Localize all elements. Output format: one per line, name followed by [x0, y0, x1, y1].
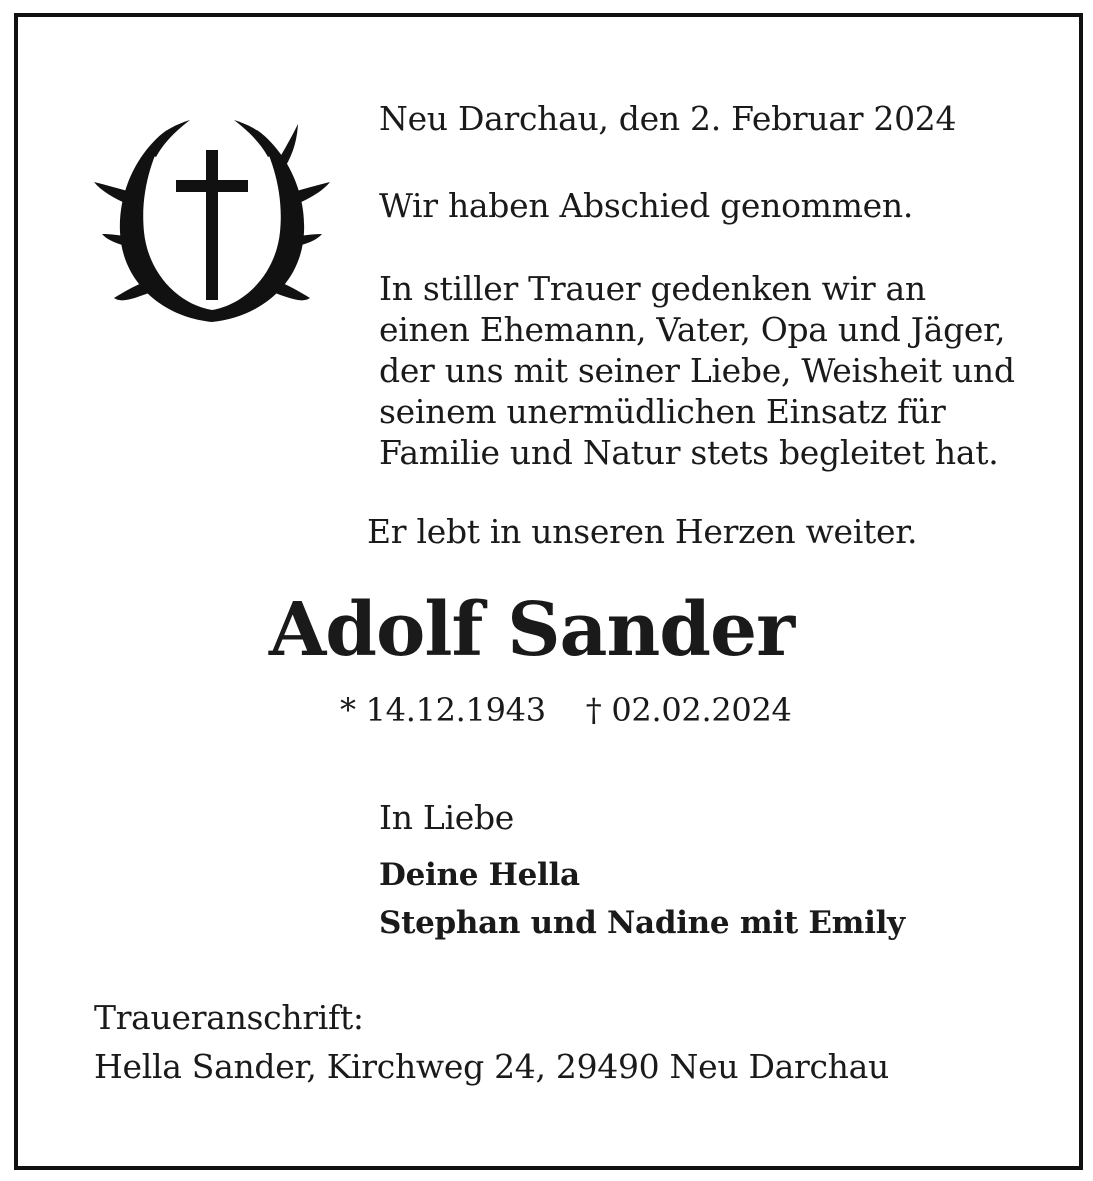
- in-love-line: In Liebe: [379, 798, 515, 837]
- life-dates: [340, 690, 792, 731]
- deceased-name: Adolf Sander: [268, 587, 795, 673]
- address-label: Traueranschrift:: [94, 998, 364, 1037]
- tribute-line: der uns mit seiner Liebe, Weisheit und: [379, 351, 1015, 390]
- tribute-line: In stiller Trauer gedenken wir an: [379, 269, 926, 308]
- tribute-line: seinem unermüdlichen Einsatz für: [379, 392, 946, 431]
- heart-line: Er lebt in unseren Herzen weiter.: [367, 512, 918, 551]
- mourning-address: Hella Sander, Kirchweg 24, 29490 Neu Darchau: [94, 1047, 889, 1086]
- tribute-paragraph: [379, 268, 1015, 473]
- tribute-line: Familie und Natur stets begleitet hat.: [379, 433, 999, 472]
- farewell-line: Wir haben Abschied genommen.: [379, 186, 914, 225]
- cross-with-antlers-icon: [92, 112, 332, 337]
- death-date: † 02.02.2024: [585, 691, 792, 729]
- birth-date: * 14.12.1943: [340, 691, 546, 729]
- tribute-line: einen Ehemann, Vater, Opa und Jäger,: [379, 310, 1006, 349]
- place-date: Neu Darchau, den 2. Februar 2024: [379, 99, 957, 138]
- signers: [379, 851, 905, 947]
- signer: Stephan und Nadine mit Emily: [379, 905, 905, 941]
- signer: Deine Hella: [379, 857, 580, 893]
